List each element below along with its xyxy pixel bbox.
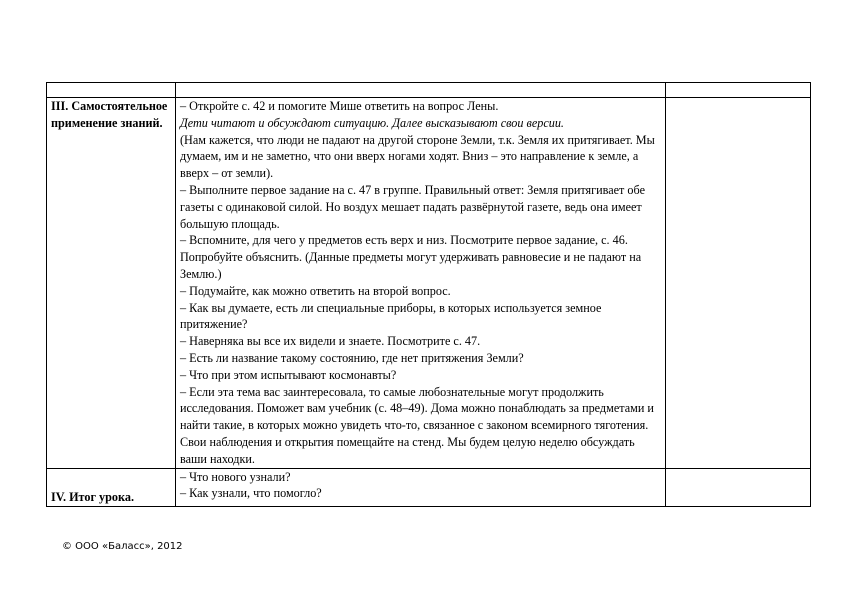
content-line: – Есть ли название такому состоянию, где нет притяжения Земли? (180, 350, 524, 365)
copyright-footer: © ООО «Баласс», 2012 (62, 541, 183, 552)
content-line: – Как вы думаете, есть ли специальные приборы, в которых используется земное притяжение? (180, 300, 602, 332)
lesson-table (46, 82, 811, 507)
section-3-content (176, 98, 666, 469)
table-cell (666, 468, 811, 507)
content-line: (Нам кажется, что люди не падают на другой стороне Земли, т.к. Земля их притягивает. Мы думаем, им и не заметно, что они вверх ногами ходят. Вниз – это направление к земле, а вверх – от земли). (180, 132, 655, 181)
content-line: – Что нового узнали? (180, 469, 291, 484)
content-line: – Подумайте, как можно ответить на второй вопрос. (180, 283, 451, 298)
table-row-section-3 (47, 98, 811, 469)
content-line: Дети читают и обсуждают ситуацию. Далее высказывают свои версии. (180, 115, 564, 130)
section-4-content (176, 468, 666, 507)
table-cell (47, 83, 176, 98)
content-line: – Наверняка вы все их видели и знаете. Посмотрите с. 47. (180, 334, 481, 349)
content-line: – Вспомните, для чего у предметов есть верх и низ. Посмотрите первое задание, с. 46. Попробуйте объяснить. (Данные предметы могут удерживать равновесие и не падают на Землю.) (180, 233, 642, 281)
content-line: – Выполните первое задание на с. 47 в группе. Правильный ответ: Земля притягивает обе газеты с одинаковой силой. Но воздух мешает падать развёрнутой газете, ведь она имеет большую площадь. (180, 182, 645, 231)
section-4-label-text: IV. Итог урока. (51, 490, 134, 505)
table-row-section-4 (47, 468, 811, 507)
table-row-top (47, 83, 811, 98)
table-cell (176, 83, 666, 98)
content-line: – Откройте с. 42 и помогите Мише ответить на вопрос Лены. (180, 99, 499, 113)
section-3-label: III. Самостоятельное применение знаний. (47, 98, 176, 469)
section-4-label (47, 468, 176, 507)
content-line: – Что при этом испытывают космонавты? (180, 367, 397, 382)
content-line: – Как узнали, что помогло? (180, 486, 322, 501)
content-line: – Если эта тема вас заинтересовала, то самые любознательные могут продолжить исследования. Поможет вам учебник (с. 48–49). Дома можно понаблюдать за предметами и найти такие, в которых можно увидеть что-то, связанное с законом всемирного тяготения. Свои наблюдения и открытия помещайте на стенд. Мы будем целую неделю обсуждать ваши находки. (180, 384, 654, 466)
table-cell (666, 98, 811, 469)
table-cell (666, 83, 811, 98)
